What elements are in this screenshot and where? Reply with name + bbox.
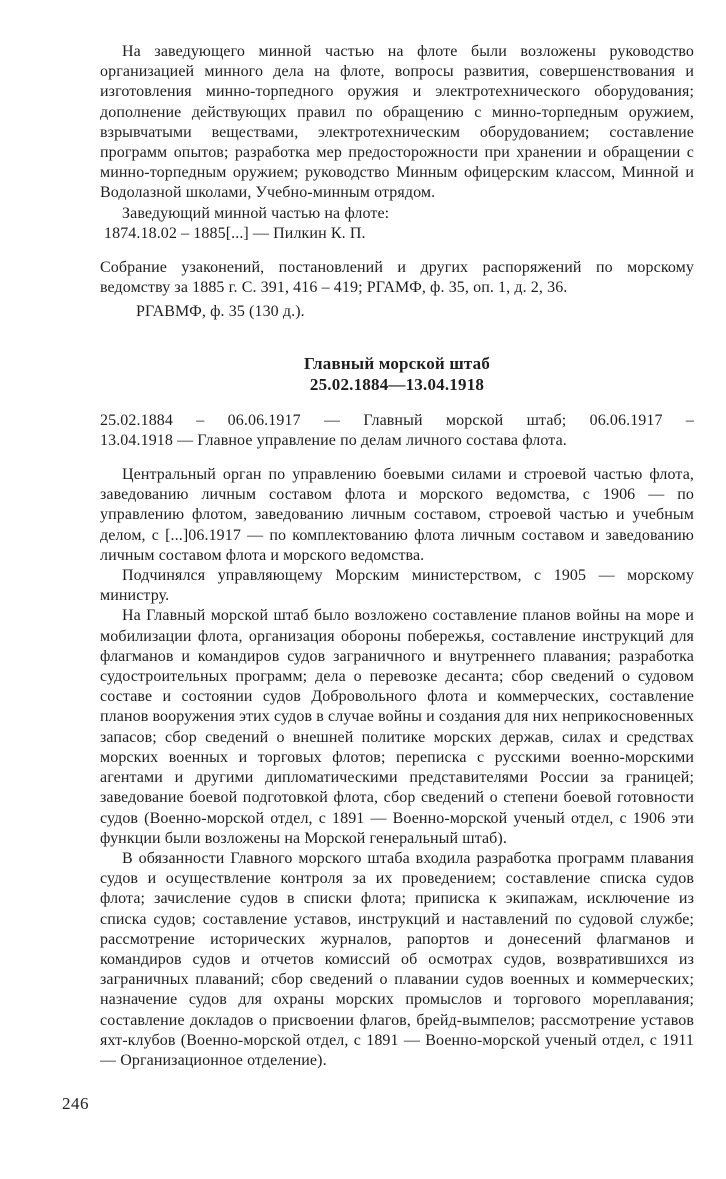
section-body [100, 465, 694, 1071]
page-number: 246 [62, 1094, 89, 1113]
history-line-2: 13.04.1918 — Главное управление по делам личного состава флота. [100, 431, 567, 449]
head-entry: 1874.18.02 – 1885[...] — Пилкин К. П. [104, 224, 366, 242]
head-label: Заведующий минной частью на флоте: [122, 204, 390, 222]
body-paragraph-3: На Главный морской штаб было возложено составление планов войны на море и мобилизации флота, организация обороны побережья, составление инструкций для флагманов и командиров судов заграничного и внутреннего плавания; разработка судостроительных программ; дела о перевозке десанта; сбор сведений о судовом составе и состоянии судов Добровольного флота и коммерческих, составление планов вооружения этих судов в случае войны и создания для них неприкосновенных запасов; сбор сведений о внешней политике морских держав, силах и средствах морских военных и торговых флотов; переписка с русскими военно-морскими агентами и другими дипломатическими представителями России за границей; заведование боевой подготовкой флота, сбор сведений о степени боевой готовности судов (Военно-морской отдел, с 1891 — Военно-морской ученый отдел, с 1906 эти функции были возложены на Морской генеральный штаб). [100, 607, 694, 847]
section-heading [100, 353, 694, 395]
document-page [100, 42, 694, 1071]
body-paragraph-1: Центральный орган по управлению боевыми силами и строевой частью флота, заведованию личным составом флота и морского ведомства, с 1906 — по управлению флотом, заведованию личным составом, строевой частью и учебным делом, с [...]06.1917 — по комплектованию флота личным составом и заведованию личным составом флота и морского ведомства. [100, 466, 694, 564]
sources-paragraph: Собрание узаконений, постановлений и других распоряжений по морскому ведомству за 1885 г. С. 391, 416 – 419; РГАМФ, ф. 35, оп. 1, д. 2, 36. [100, 259, 694, 297]
history-line-1: 25.02.1884 – 06.06.1917 — Главный морской штаб; 06.06.1917 – [100, 411, 694, 429]
section-dates: 25.02.1884—13.04.1918 [309, 374, 485, 394]
intro-duties-paragraph: На заведующего минной частью на флоте были возложены руководство организацией минного дела на флоте, вопросы развития, совершенствования и изготовления минно-торпедного оружия и электротехнического оборудования; дополнение действующих правил по обращению с минно-торпедным оружием, взрывчатыми веществами, электротехническим оборудованием; составление программ опытов; разработка мер предосторожности при хранении и обращении с минно-торпедным оружием; руководство Минным офицерским классом, Минной и Водолазной школами, Учебно-минным отрядом. [100, 43, 694, 202]
section-history [100, 411, 694, 451]
section-title: Главный морской штаб [303, 353, 491, 373]
body-paragraph-4: В обязанности Главного морского штаба входила разработка программ плавания судов и осуществление контроля за их проведением; составление списка судов флота; зачисление судов в списки флота; приписка к экипажам, исключение из списка судов; составление уставов, инструкций и наставлений по судовой службе; рассмотрение исторических журналов, рапортов и донесений флагманов и командиров судов и отчетов комиссий об осмотрах судов, возвратившихся из заграничных плаваний; сбор сведений о плавании судов военных и коммерческих; назначение судов для охраны морских промыслов и торгового мореплавания; составление докладов о присвоении флагов, брейд-вымпелов; рассмотрение уставов яхт-клубов (Военно-морской отдел, с 1891 — Военно-морской ученый отдел, с 1911 — Организационное отделение). [100, 849, 694, 1069]
body-paragraph-2: Подчинялся управляющему Морским министерством, с 1905 — морскому министру. [100, 567, 694, 605]
archive-reference: РГАВМФ, ф. 35 (130 д.). [136, 303, 305, 321]
